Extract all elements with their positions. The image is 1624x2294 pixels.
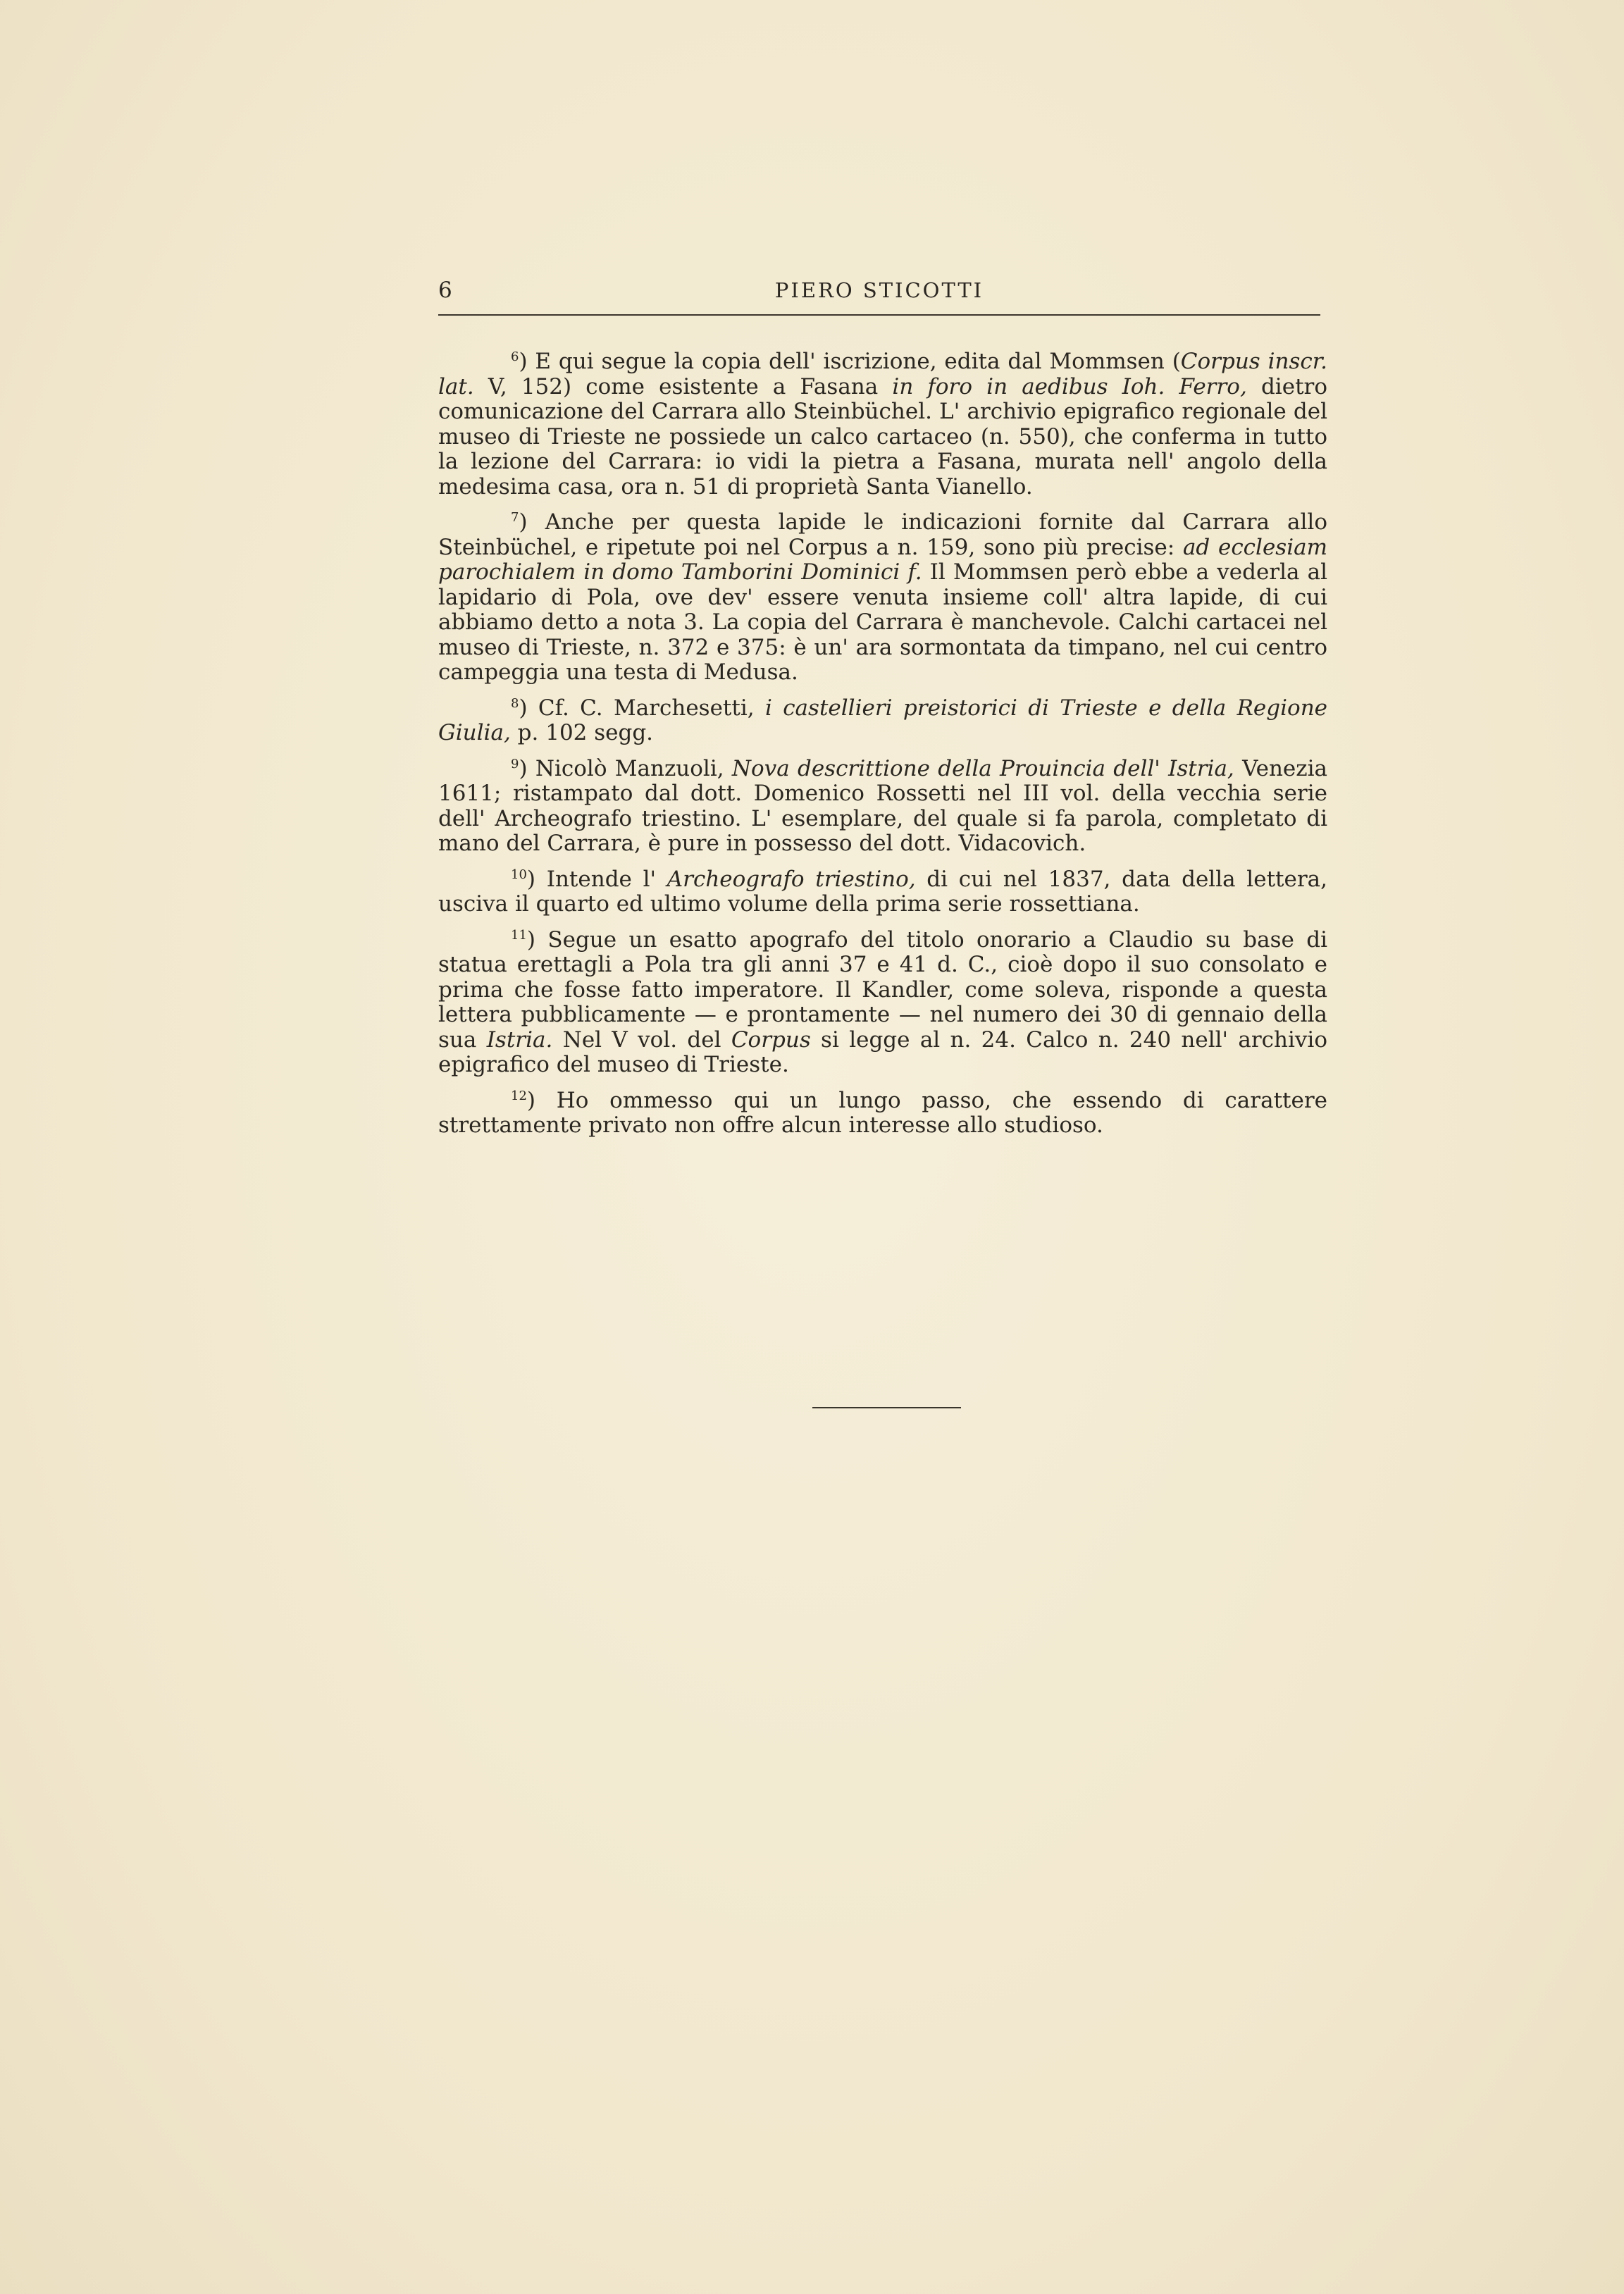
footnote-marker: 8 [511, 695, 519, 711]
footnote-9 [438, 757, 1327, 857]
header-rule [438, 314, 1320, 316]
end-rule [812, 1407, 961, 1408]
footnote-text: di cui nel 1837, data della lettera, usciva il quarto ed ultimo volume della prima serie rossettiana. [438, 866, 1327, 917]
footnote-italic-text: Archeografo triestino, [667, 866, 916, 892]
footnote-12 [438, 1089, 1327, 1139]
footnote-text: Intende l' [546, 866, 667, 892]
footnote-marker: 7 [511, 510, 519, 525]
footnote-italic-text: Nova descrittione della Prouincia dell' Istria, [731, 755, 1234, 781]
footnote-italic-text: Corpus [731, 1027, 811, 1053]
footnote-italic-text: in foro in aedibus Ioh. Ferro, [892, 373, 1247, 399]
footnote-italic-text: i castellieri preistorici di Trieste e della Regione Giulia, [438, 695, 1328, 745]
footnote-italic-text: ad ecclesiam parochialem in domo Tamborini Dominici f. [438, 534, 1327, 585]
footnote-text: V, 152) come esistente a Fasana [473, 373, 893, 399]
footnote-marker-paren: ) [519, 349, 535, 374]
footnote-7 [438, 510, 1327, 686]
footnote-italic-text: Istria. [486, 1027, 553, 1053]
footnote-marker: 12 [511, 1088, 527, 1103]
footnote-6 [438, 349, 1327, 500]
footnote-text: Nel V vol. del [552, 1027, 731, 1053]
footnote-text: Il Mommsen però ebbe a vederla al lapidario di Pola, ove dev' essere venuta insieme coll' altra lapide, di cui abbiamo detto a nota 3. La copia del Carrara è manchevole. Calchi cartacei nel museo di Trieste, n. 372 e 375: è un' ara sormontata da timpano, nel cui centro campeggia una testa di Medusa. [438, 559, 1327, 685]
footnote-text: si legge al n. 24. Calco n. 240 nell' archivio epigrafico del museo di Trieste. [438, 1027, 1328, 1077]
footnote-marker: 10 [511, 867, 527, 882]
footnote-text: Venezia 1611; ristampato dal dott. Domenico Rossetti nel III vol. della vecchia serie dell' Archeografo triestino. L' esemplare, del quale si fa parola, completato di mano del Carrara, è pure in possesso del dott. Vidacovich. [438, 755, 1328, 856]
footnote-marker-paren: ) [526, 866, 547, 892]
page-number: 6 [438, 278, 452, 303]
footnote-text: Nicolò Manzuoli, [535, 755, 732, 781]
footnote-8 [438, 696, 1327, 746]
footnote-marker: 9 [511, 756, 519, 771]
footnote-10 [438, 867, 1327, 917]
footnote-text: Ho ommesso qui un lungo passo, che essendo di carattere strettamente privato non offre alcun interesse allo studioso. [438, 1087, 1327, 1138]
footnote-text: dietro comunicazione del Carrara allo Steinbüchel. L' archivio epigrafico regionale del museo di Trieste ne possiede un calco cartaceo (n. 550), che conferma in tutto la lezione del Carrara: io vidi la pietra a Fasana, murata nell' angolo della medesima casa, ora n. 51 di proprietà Santa Vianello. [438, 373, 1328, 500]
footnote-italic-text: Corpus inscr. lat. [438, 349, 1327, 399]
footnote-marker-paren: ) [519, 695, 538, 721]
footnote-marker-paren: ) [519, 755, 535, 781]
page-header [438, 276, 1320, 311]
footnote-text: Cf. C. Marchesetti, [538, 695, 765, 721]
footnote-marker-paren: ) [526, 926, 548, 953]
footnote-11 [438, 928, 1327, 1078]
footnote-text: E qui segue la copia dell' iscrizione, edita dal Mommsen ( [535, 349, 1181, 374]
footnote-marker: 11 [511, 927, 527, 943]
running-title: PIERO STICOTTI [774, 278, 984, 302]
footnotes [438, 349, 1327, 1149]
footnote-marker-paren: ) [519, 509, 545, 535]
footnote-text: Segue un esatto apografo del titolo onorario a Claudio su base di statua erettagli a Pola tra gli anni 37 e 41 d. C., cioè dopo il suo consolato e prima che fosse fatto imperatore. Il Kandler, come soleva, risponde a questa lettera pubblicamente — e prontamente — nel numero dei 30 di gennaio della sua [438, 926, 1328, 1053]
footnote-marker-paren: ) [526, 1087, 557, 1113]
footnote-marker: 6 [511, 349, 519, 364]
footnote-text: Anche per questa lapide le indicazioni fornite dal Carrara allo Steinbüchel, e ripetute poi nel Corpus a n. 159, sono più precise: [438, 509, 1328, 560]
footnote-text: p. 102 segg. [510, 720, 654, 745]
